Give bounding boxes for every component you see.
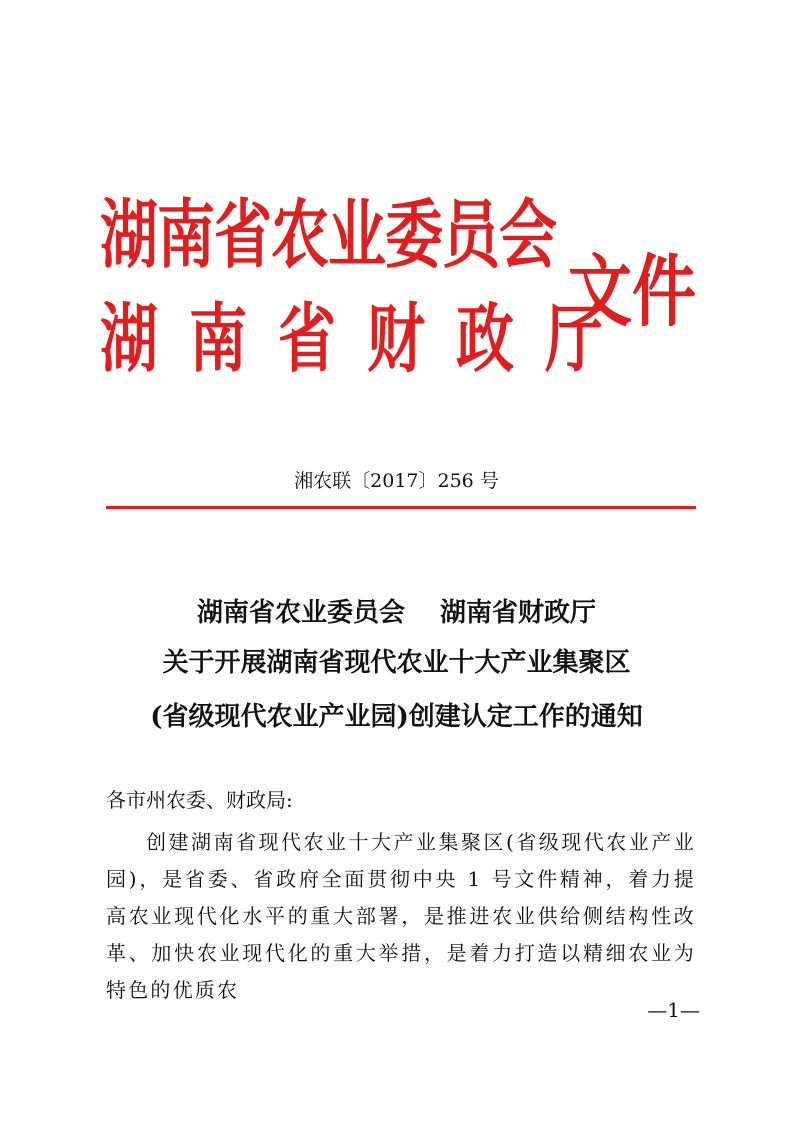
salutation: 各市州农委、财政局: — [106, 788, 293, 812]
body-paragraph: 创建湖南省现代农业十大产业集聚区(省级现代农业产业园)，是省委、省政府全面贯彻中央 1 号文件精神，着力提高农业现代化水平的重大部署，是推进农业供给侧结构性改革、加快农业现代化的重大举措，是着力打造以精细农业为特色的优质农 — [106, 830, 696, 1002]
document-type-label: 文件 — [568, 247, 696, 339]
title-line-3: (省级现代农业产业园)创建认定工作的通知 — [150, 702, 643, 732]
title-line-2: 关于开展湖南省现代农业十大产业集聚区 — [162, 648, 631, 678]
red-divider-line — [106, 506, 696, 509]
document-number: 湘农联〔2017〕256 号 — [294, 470, 499, 492]
issuer-name-1: 湖南省农业委员会 — [100, 191, 557, 279]
title-line-1: 湖南省农业委员会 湖南省财政厅 — [196, 598, 597, 628]
page-number: —1— — [647, 998, 700, 1022]
issuer-name-2: 湖南省财政厅 — [100, 295, 635, 383]
